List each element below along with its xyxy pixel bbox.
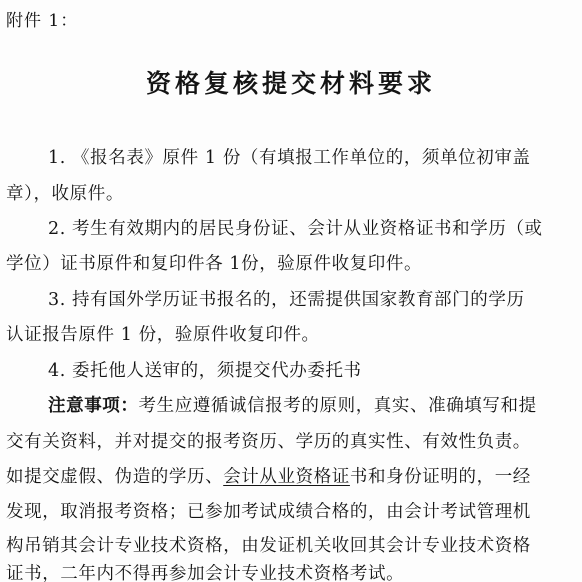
item-2-line-2: 学位）证书原件和复印件各 1份，验原件收复印件。 bbox=[6, 254, 423, 274]
notes-line-2: 交有关资料，并对提交的报考资历、学历的真实性、有效性负责。 bbox=[6, 432, 531, 452]
notes-line-3 bbox=[6, 463, 531, 488]
attachment-label: 附件 1： bbox=[6, 11, 79, 31]
item-3-line-2: 认证报告原件 1 份，验原件收复印件。 bbox=[6, 325, 320, 345]
notes-line-5: 构吊销其会计专业技术资格，由发证机关收回其会计专业技术资格 bbox=[6, 536, 531, 556]
notes-line-4: 发现，取消报考资格；已参加考试成绩合格的，由会计考试管理机 bbox=[6, 502, 531, 522]
notes-line-1-text: 考生应遵循诚信报考的原则，真实、准确填写和提 bbox=[138, 396, 537, 416]
notes-line-1 bbox=[48, 392, 537, 417]
notes-label: 注意事项： bbox=[48, 396, 139, 416]
document-title: 资格复核提交材料要求 bbox=[145, 69, 436, 98]
item-4-line-1: 4. 委托他人送审的，须提交代办委托书 bbox=[48, 361, 362, 381]
item-1-line-2: 章），收原件。 bbox=[6, 184, 124, 204]
item-1-line-1: 1. 《报名表》原件 1 份（有填报工作单位的，须单位初审盖 bbox=[48, 148, 531, 168]
notes-line-3-post: 书和身份证明的，一经 bbox=[349, 467, 531, 487]
item-3-line-1: 3. 持有国外学历证书报名的，还需提供国家教育部门的学历 bbox=[48, 290, 525, 310]
notes-line-6: 证书，二年内不得再参加会计专业技术资格考试。 bbox=[6, 564, 405, 582]
notes-line-3-pre: 如提交虚假、伪造的学历、 bbox=[6, 467, 224, 487]
notes-underlined-term: 会计从业资格证 bbox=[223, 467, 350, 487]
item-2-line-1: 2. 考生有效期内的居民身份证、会计从业资格证书和学历（或 bbox=[48, 219, 543, 239]
